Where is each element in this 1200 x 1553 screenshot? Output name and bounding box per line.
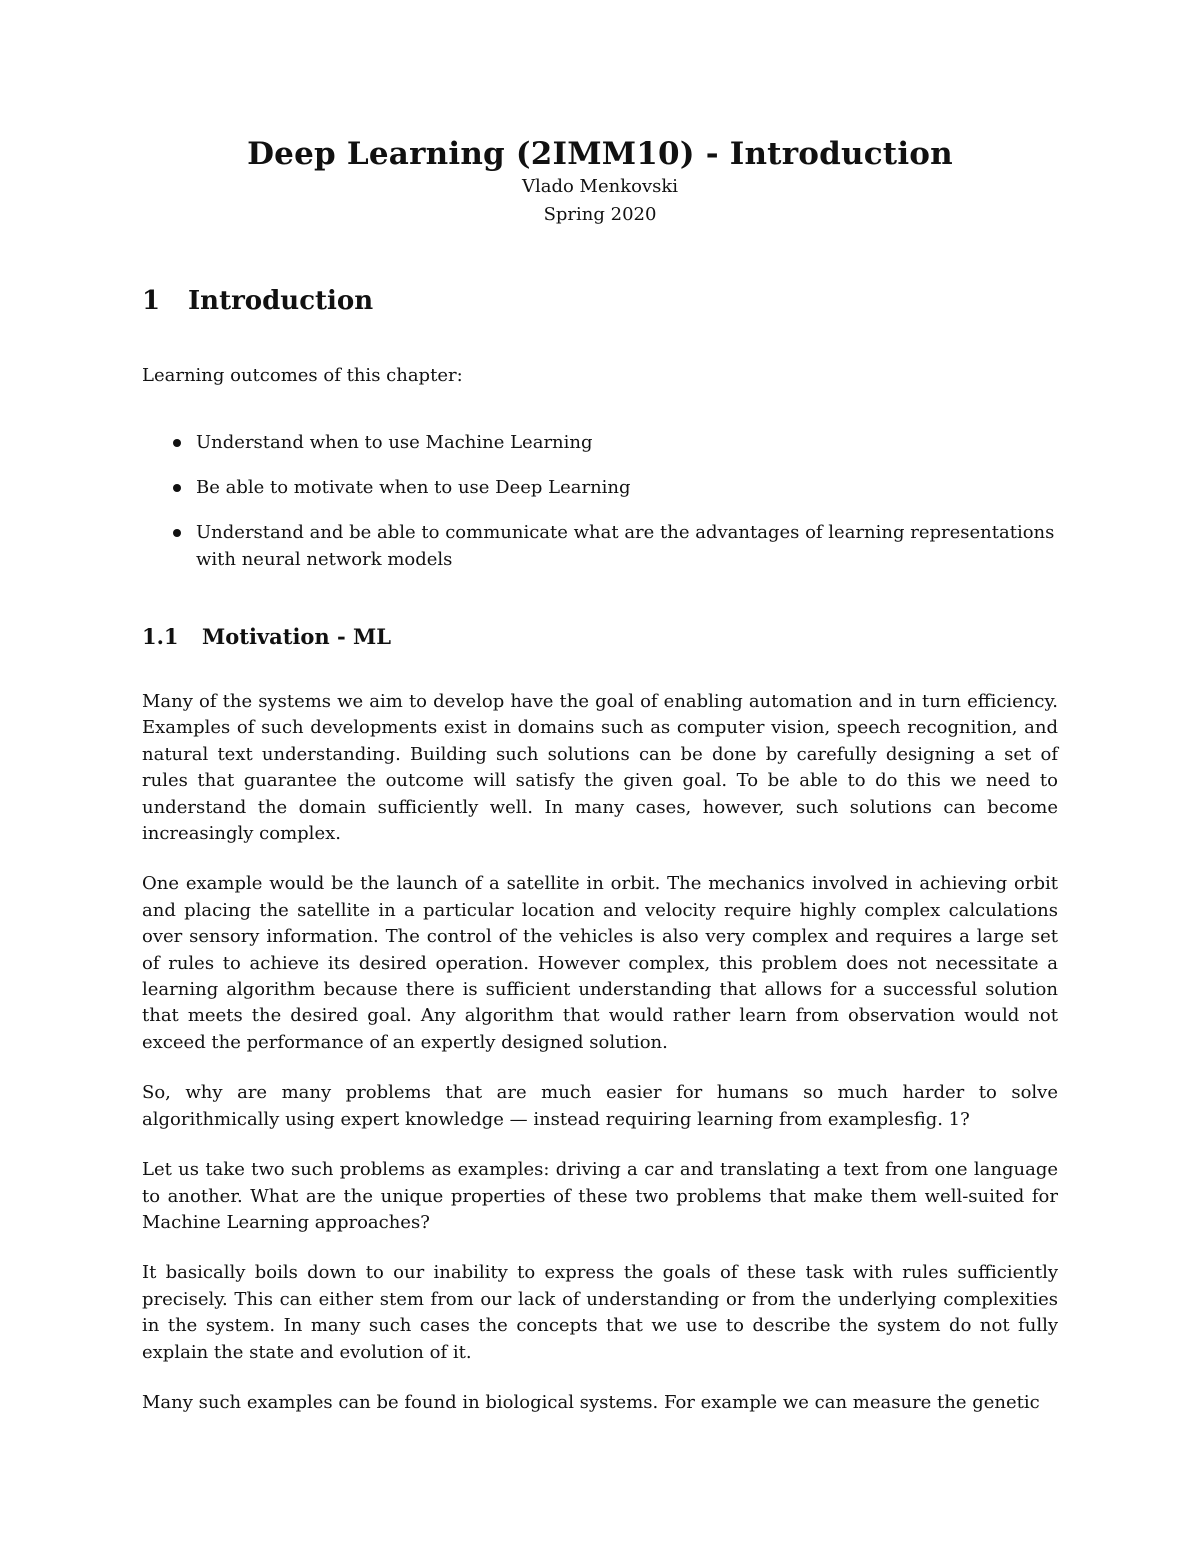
paragraph: Many such examples can be found in biological systems. For example we can measure the genetic [142, 1391, 1040, 1413]
paragraph: Many of the systems we aim to develop have the goal of enabling automation and in turn efficiency. Examples of such developments exist in domains such as computer vision, speech recognition, and natural text understanding. Building such solutions can be done by carefully designing a set of rules that guarantee the outcome will satisfy the given goal. To be able to do this we need to understand the domain sufficiently well. In many cases, however, such solutions can become increasingly complex. [142, 691, 1058, 845]
subsection-title: Motivation - ML [202, 624, 392, 649]
list-item-text: Be able to motivate when to use Deep Learning [196, 477, 631, 498]
section-heading [142, 286, 373, 316]
list-item [142, 474, 1058, 501]
paragraph: So, why are many problems that are much easier for humans so much harder to solve algorithmically using expert knowledge — instead requiring learning from examplesfig. 1? [142, 1082, 1058, 1130]
paragraph: Let us take two such problems as examples: driving a car and translating a text from one language to another. What are the unique properties of these two problems that make them well-suited for Machine Learning approaches? [142, 1159, 1058, 1233]
learning-outcomes-list [142, 429, 1058, 591]
bullet-icon [173, 439, 181, 447]
list-item [142, 429, 1058, 456]
list-item-text: Understand when to use Machine Learning [196, 432, 593, 453]
subsection-number: 1.1 [142, 624, 179, 649]
bullet-icon [173, 529, 181, 537]
document-title: Deep Learning (2IMM10) - Introduction [247, 136, 953, 172]
document-author: Vlado Menkovski [521, 176, 679, 197]
section-body [142, 689, 1058, 1440]
section-number: 1 [142, 286, 161, 316]
subsection-heading [142, 624, 391, 649]
section-title: Introduction [188, 286, 374, 316]
learning-outcomes-lead: Learning outcomes of this chapter: [142, 365, 463, 386]
paragraph: It basically boils down to our inability to express the goals of these task with rules sufficiently precisely. This can either stem from our lack of understanding or from the underlying complexities in the system. In many such cases the concepts that we use to describe the system do not fully explain the state and evolution of it. [142, 1262, 1058, 1363]
document-date: Spring 2020 [543, 204, 657, 225]
list-item [142, 519, 1058, 573]
paragraph: One example would be the launch of a satellite in orbit. The mechanics involved in achieving orbit and placing the satellite in a particular location and velocity require highly complex calculations over sensory information. The control of the vehicles is also very complex and requires a large set of rules to achieve its desired operation. However complex, this problem does not necessitate a learning algorithm because there is sufficient understanding that allows for a successful solution that meets the desired goal. Any algorithm that would rather learn from observation would not exceed the performance of an expertly designed solution. [142, 873, 1058, 1053]
list-item-text: Understand and be able to communicate what are the advantages of learning representations with neural network models [196, 522, 1055, 570]
bullet-icon [173, 484, 181, 492]
